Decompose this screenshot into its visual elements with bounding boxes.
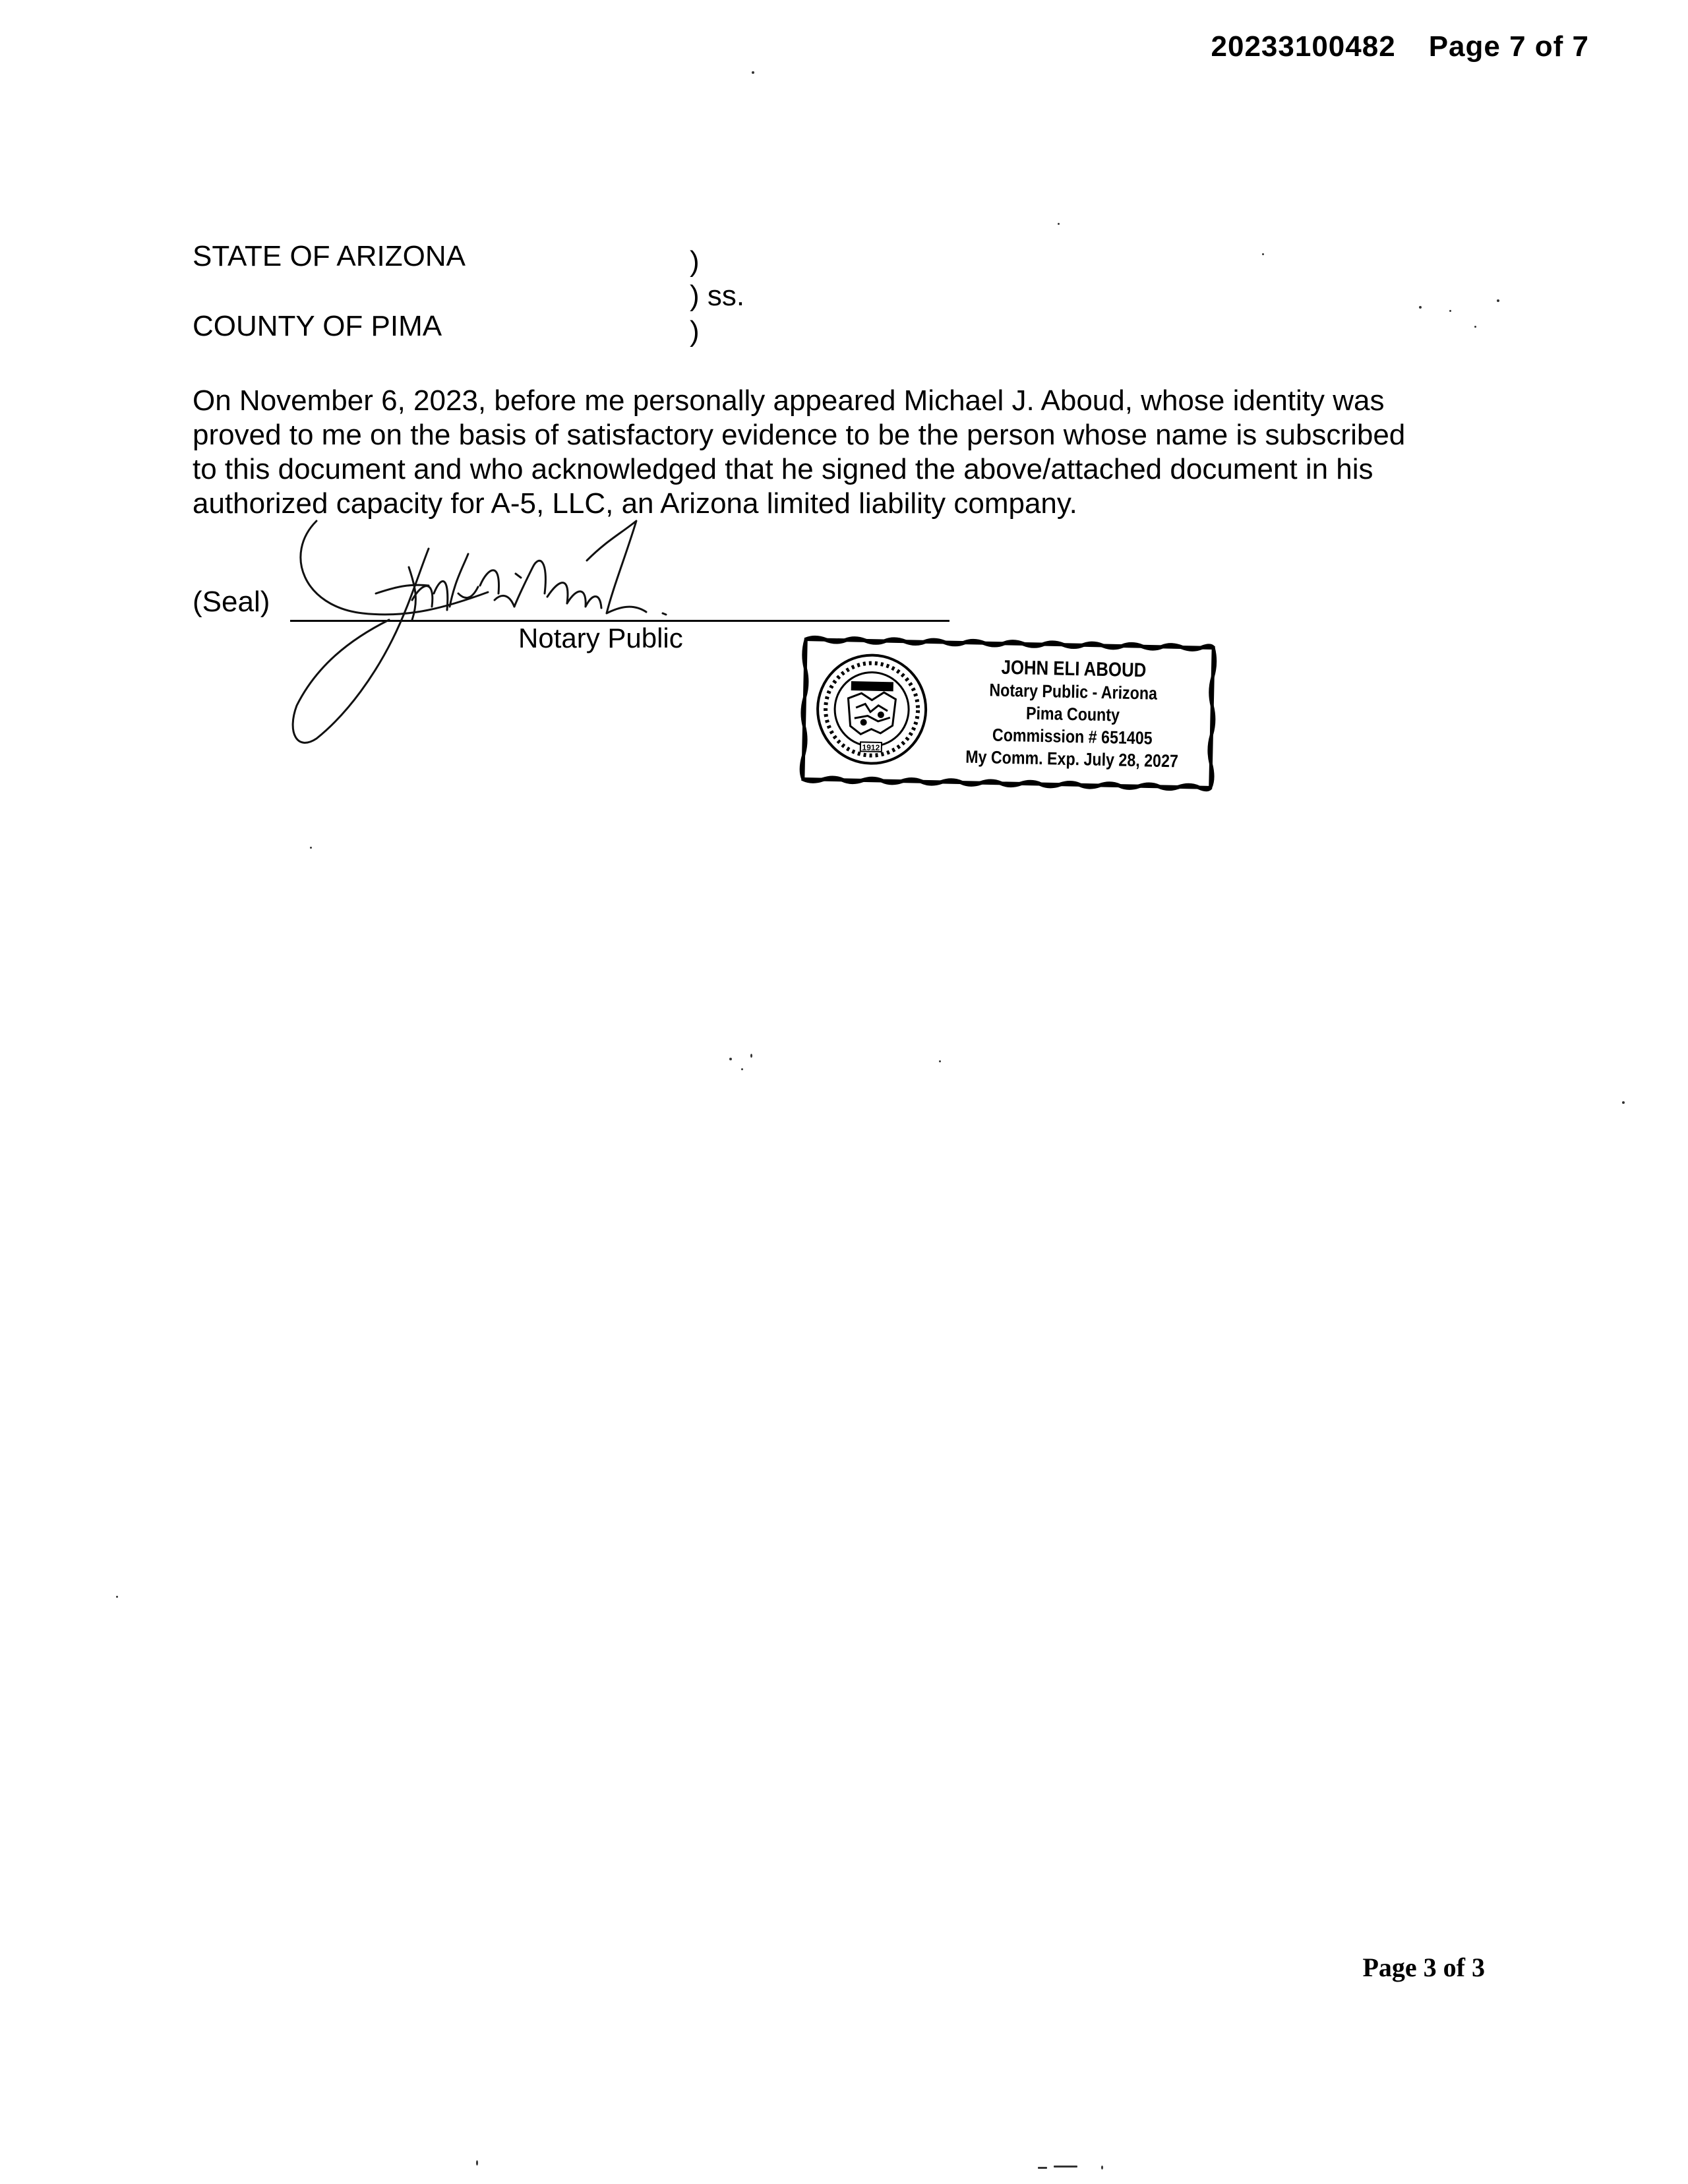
venue-county: COUNTY OF PIMA [193, 310, 442, 342]
notary-stamp [799, 634, 1218, 793]
scan-speck [1497, 299, 1499, 302]
scan-speck [741, 1068, 743, 1070]
handwritten-signature [277, 514, 725, 752]
acknowledgment-line: On November 6, 2023, before me personally appeared Michael J. Aboud, whose identity was [193, 384, 1385, 417]
stamp-notary-name: JOHN ELI ABOUD [1001, 656, 1147, 682]
scan-speck [1262, 253, 1264, 255]
scan-speck [1058, 223, 1060, 225]
stamp-text-block [961, 656, 1185, 773]
header-page-number: Page 7 of 7 [1428, 30, 1589, 63]
scan-speck [116, 1596, 118, 1598]
scan-speck [1622, 1101, 1625, 1104]
scan-speck [750, 1054, 752, 1058]
scan-speck [476, 2160, 478, 2166]
record-number: 20233100482 [1211, 30, 1396, 63]
venue-state: STATE OF ARIZONA [193, 240, 466, 272]
venue-paren-ss: ) ss. [690, 280, 745, 312]
acknowledgment-line: proved to me on the basis of satisfactory evidence to be the person whose name is subscribed [193, 419, 1406, 451]
stamp-commission: Commission # 651405 [992, 725, 1153, 748]
stamp-expiration: My Comm. Exp. July 28, 2027 [965, 746, 1179, 772]
notary-public-caption: Notary Public [518, 622, 683, 653]
scan-speck [939, 1060, 941, 1062]
acknowledgment-line: to this document and who acknowledged that he signed the above/attached document in his [193, 453, 1373, 485]
arizona-state-seal-icon [814, 652, 930, 768]
acknowledgment-paragraph [193, 384, 1511, 521]
scan-speck [1038, 2167, 1047, 2169]
recording-header [1211, 30, 1590, 63]
scan-speck [1054, 2166, 1077, 2168]
stamp-notary-title: Notary Public - Arizona [989, 680, 1158, 704]
scan-speck [1101, 2166, 1103, 2169]
venue-paren-bottom: ) [690, 315, 700, 348]
acknowledgment-line: authorized capacity for A-5, LLC, an Arizona limited liability company. [193, 487, 1077, 520]
scan-speck [1419, 306, 1422, 309]
seal-label: (Seal) [193, 586, 270, 618]
scan-speck [752, 71, 754, 74]
venue-paren-top: ) [690, 245, 700, 278]
scan-speck [729, 1058, 732, 1060]
scan-speck [1449, 310, 1451, 312]
seal-year: 1912 [862, 743, 880, 752]
scan-speck [310, 847, 312, 849]
footer-page-number: Page 3 of 3 [1362, 1953, 1485, 1982]
scan-speck [1474, 326, 1476, 328]
stamp-county: Pima County [1025, 703, 1120, 725]
